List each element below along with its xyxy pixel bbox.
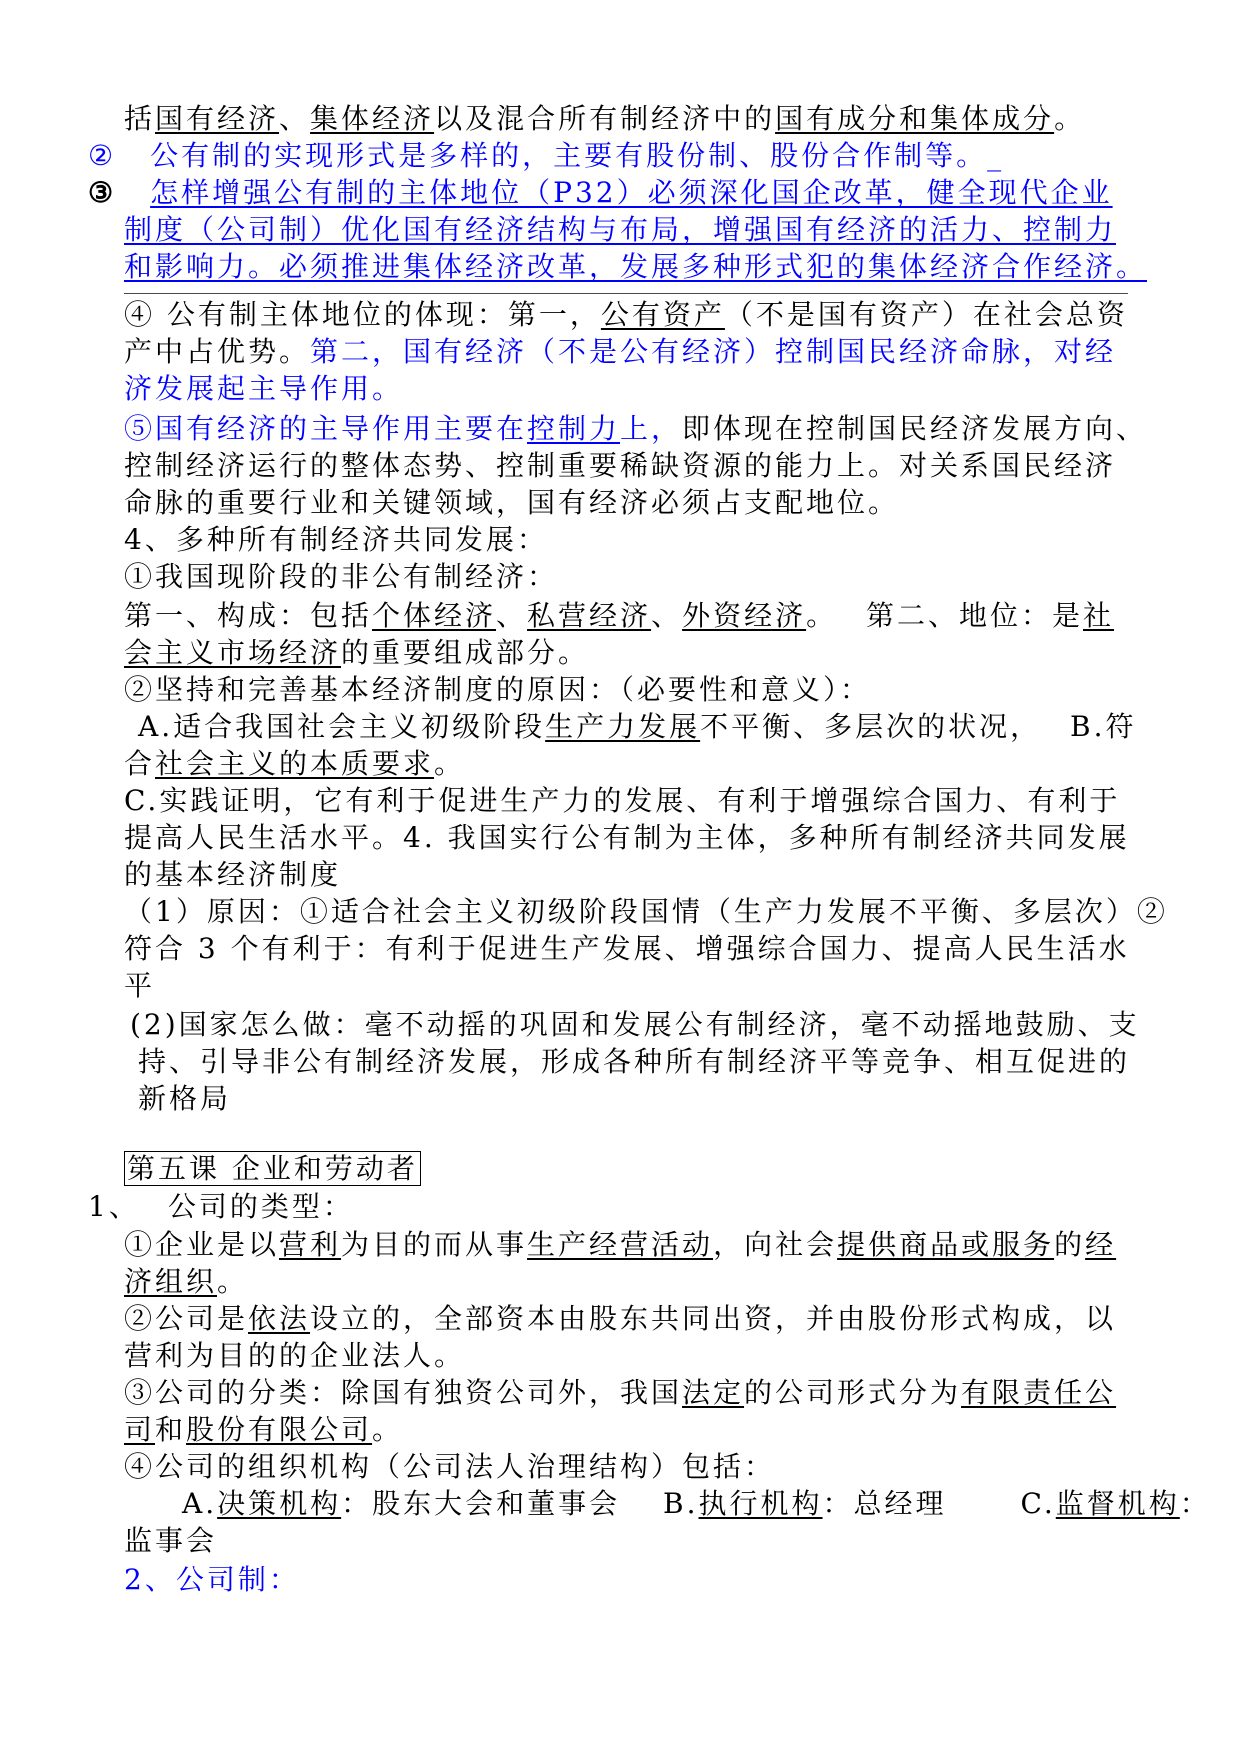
text-line-33: 营利为目的的企业法人。 xyxy=(124,1339,466,1372)
text-line-38: 监事会 xyxy=(124,1524,218,1557)
text-line-26: 持、引导非公有制经济发展，形成各种所有制经济平等竞争、相互促进的 xyxy=(138,1045,1131,1078)
text-line-31: 济组织。 xyxy=(124,1265,249,1298)
text-line-27: 新格局 xyxy=(138,1082,232,1115)
text-line-11: 命脉的重要行业和关键领域，国有经济必须占支配地位。 xyxy=(124,486,900,519)
text-line-24: 平 xyxy=(124,969,156,1002)
text-line-21: 的基本经济制度 xyxy=(124,858,342,891)
text-line-37: A.决策机构：股东大会和董事会 B.执行机构：总经理 C.监督机构： xyxy=(182,1487,1211,1520)
text-line-34: ③公司的分类：除国有独资公司外，我国法定的公司形式分为有限责任公 xyxy=(124,1376,1117,1409)
text-line-2: ② 公有制的实现形式是多样的，主要有股份制、股份合作制等。_ xyxy=(88,139,1005,172)
text-line-36: ④公司的组织机构（公司法人治理结构）包括： xyxy=(124,1450,776,1483)
text-line-30: ①企业是以营利为目的而从事生产经营活动，向社会提供商品或服务的经 xyxy=(124,1228,1117,1261)
text-line-19: C.实践证明，它有利于促进生产力的发展、有利于增强综合国力、有利于 xyxy=(124,784,1121,817)
text-line-5: 和影响力。必须推进集体经济改革，发展多种形式犯的集体经济合作经济。 xyxy=(124,250,1148,283)
text-line-3: ③ 怎样增强公有制的主体地位（P32）必须深化国企改革，健全现代企业 xyxy=(88,176,1113,209)
text-line-22: （1）原因：①适合社会主义初级阶段国情（生产力发展不平衡、多层次）② xyxy=(124,895,1168,928)
text-line-16: ②坚持和完善基本经济制度的原因：（必要性和意义）： xyxy=(124,673,872,706)
text-line-9: ⑤国有经济的主导作用主要在控制力上，即体现在控制国民经济发展方向、 xyxy=(124,412,1148,445)
text-line-13: ①我国现阶段的非公有制经济： xyxy=(124,560,559,593)
text-line-10: 控制经济运行的整体态势、控制重要稀缺资源的能力上。对关系国民经济 xyxy=(124,449,1117,482)
text-line-25: (2)国家怎么做：毫不动摇的巩固和发展公有制经济，毫不动摇地鼓励、支 xyxy=(130,1008,1140,1041)
text-line-18: 合社会主义的本质要求。 xyxy=(124,747,466,780)
text-line-15: 会主义市场经济的重要组成部分。 xyxy=(124,636,590,669)
lesson-title: 第五课 企业和劳动者 xyxy=(124,1150,421,1187)
text-line-6: ④ 公有制主体地位的体现：第一，公有资产（不是国有资产）在社会总资 xyxy=(124,298,1128,331)
section-heading-1: 1、 公司的类型： xyxy=(88,1190,354,1223)
text-line-32: ②公司是依法设立的，全部资本由股东共同出资，并由股份形式构成，以 xyxy=(124,1302,1117,1335)
separator-rule xyxy=(124,293,1128,294)
text-line-1: 括国有经济、集体经济以及混合所有制经济中的国有成分和集体成分。 xyxy=(124,102,1086,135)
text-line-20: 提高人民生活水平。4. 我国实行公有制为主体，多种所有制经济共同发展 xyxy=(124,821,1130,854)
text-line-35: 司和股份有限公司。 xyxy=(124,1413,404,1446)
section-heading-4: 4、多种所有制经济共同发展： xyxy=(124,523,548,556)
text-line-8: 济发展起主导作用。 xyxy=(124,372,404,405)
text-line-7: 产中占优势。第二，国有经济（不是公有经济）控制国民经济命脉，对经 xyxy=(124,335,1117,368)
text-line-17: A.适合我国社会主义初级阶段生产力发展不平衡、多层次的状况， B.符 xyxy=(138,710,1137,743)
text-line-23: 符合 3 个有利于：有利于促进生产发展、增强综合国力、提高人民生活水 xyxy=(124,932,1130,965)
text-line-4: 制度（公司制）优化国有经济结构与布局，增强国有经济的活力、控制力 xyxy=(124,213,1117,246)
section-heading-2: 2、公司制： xyxy=(124,1563,300,1596)
text-line-14: 第一、构成：包括个体经济、私营经济、外资经济。 第二、地位：是社 xyxy=(124,599,1115,632)
